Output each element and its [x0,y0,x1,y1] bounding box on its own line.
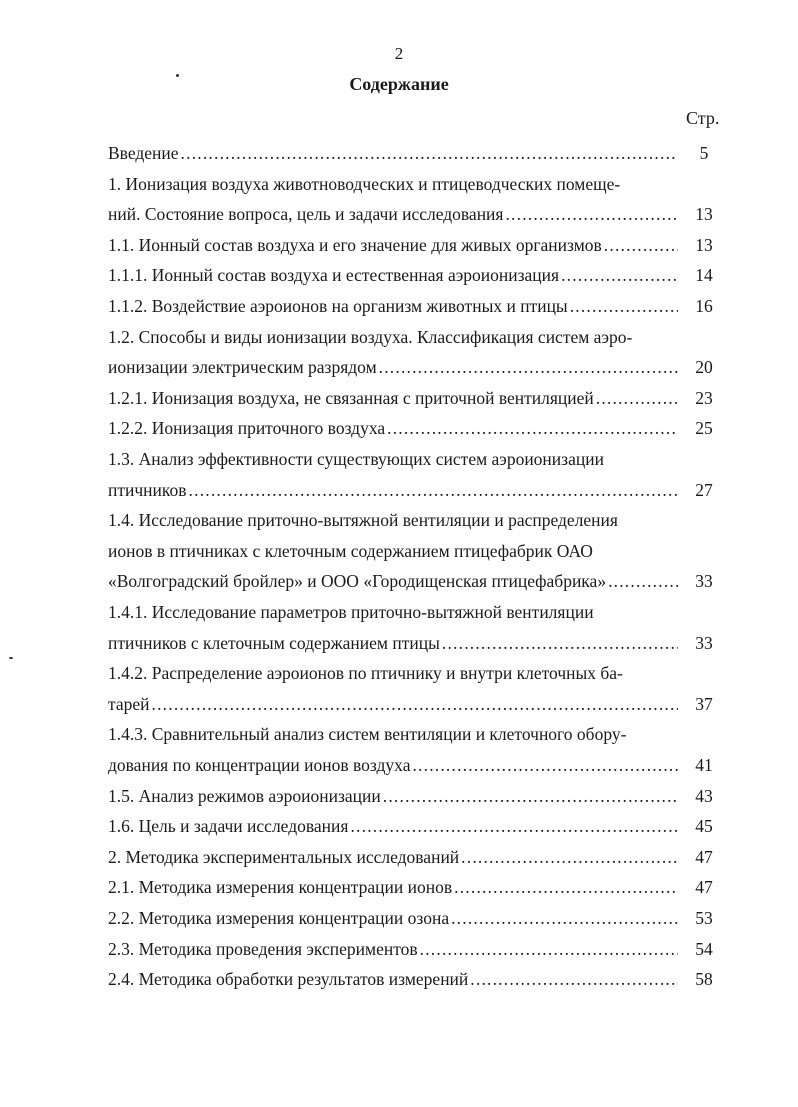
toc-entry-line [108,570,678,592]
toc-entry-title: 1.1.1. Ионный состав воздуха и естественная аэроионизация [108,265,560,285]
toc-entry-line: 1.4.3. Сравнительный анализ систем вентиляции и клеточного обору- [108,724,627,744]
toc-entry-line [108,876,678,898]
dot-leader [440,632,678,654]
dot-leader [602,234,678,256]
toc-entry-line [108,693,678,715]
toc-entry-title: 1.6. Цель и задачи исследования [108,816,349,836]
toc-entry-title: 1.2.2. Ионизация приточного воздуха [108,418,386,438]
dot-leader [503,203,678,225]
toc-entry-page: 41 [695,755,713,775]
toc-entry-title: 2. Методика экспериментальных исследований [108,847,460,867]
toc-entry-title: 2.1. Методика измерения концентрации ионов [108,877,453,897]
dot-leader [559,264,678,286]
toc-entry-page: 20 [695,357,713,377]
toc-entry-page: 37 [695,694,713,714]
toc-entry-page: 13 [695,204,713,224]
dot-leader [377,356,678,378]
toc-entry-title: ний. Состояние вопроса, цель и задачи исследования [108,204,504,224]
toc-entry-page: 13 [695,235,713,255]
dot-leader [410,754,678,776]
toc-entry-line [108,754,678,776]
toc-entry-title: дования по концентрации ионов воздуха [108,755,411,775]
toc-entry-page: 25 [695,418,713,438]
toc-entry-title: ионизации электрическим разрядом [108,357,377,377]
dot-leader [418,938,678,960]
toc-entry-line: 1.4.1. Исследование параметров приточно-вытяжной вентиляции [108,602,594,622]
dot-leader [187,479,678,501]
toc-entry-title: 1.2.1. Ионизация воздуха, не связанная с приточной вентиляцией [108,388,594,408]
toc-entry-page: 5 [699,143,709,163]
toc-entry-title: птичников с клеточным содержанием птицы [108,633,440,653]
toc-entry-line: 1.4. Исследование приточно-вытяжной вентиляции и распределения [108,510,618,530]
toc-entry-line: 1. Ионизация воздуха животноводческих и птицеводческих помеще- [108,174,621,194]
toc-entry-page: 58 [695,969,713,989]
toc-entry-line: 1.4.2. Распределение аэроионов по птичнику и внутри клеточных ба- [108,663,623,683]
toc-entry-line [108,417,678,439]
dot-leader [385,417,678,439]
toc-entry-page: 43 [695,786,713,806]
toc-entry-line: 1.3. Анализ эффективности существующих систем аэроионизации [108,449,604,469]
toc-entry-title: 2.2. Методика измерения концентрации озона [108,908,450,928]
dot-leader [381,785,678,807]
dot-leader [468,968,678,990]
toc-entry-page: 45 [695,816,713,836]
toc-entry-page: 47 [695,847,713,867]
toc-entry-title: тарей [108,694,150,714]
page-title: Содержание [349,74,449,94]
toc-entry-line [108,846,678,868]
toc-entry-title: птичников [108,480,187,500]
toc-entry-title: Введение [108,143,179,163]
toc-entry-line [108,938,678,960]
dot-leader [449,907,678,929]
toc-entry-line [108,356,678,378]
toc-entry-title: «Волгоградский бройлер» и ООО «Городищенская птицефабрика» [108,571,607,591]
toc-entry-line [108,632,678,654]
toc-entry-line: 1.2. Способы и виды ионизации воздуха. Классификация систем аэро- [108,327,633,347]
toc-entry-line [108,907,678,929]
page-column-header: Стр. [686,108,720,128]
scan-speck [176,74,179,77]
dot-leader [594,387,678,409]
toc-entry-line [108,234,678,256]
toc-entry-page: 33 [695,571,713,591]
dot-leader [150,693,678,715]
toc-entry-page: 16 [695,296,713,316]
dot-leader [568,295,678,317]
toc-entry-line [108,203,678,225]
toc-entry-title: 1.5. Анализ режимов аэроионизации [108,786,381,806]
toc-entry-line [108,785,678,807]
toc-entry-line [108,479,678,501]
toc-entry-line [108,968,678,990]
dot-leader [348,815,678,837]
toc-entry-page: 54 [695,939,713,959]
toc-entry-page: 23 [695,388,713,408]
toc-entry-title: 2.3. Методика проведения экспериментов [108,939,418,959]
toc-entry-title: 1.1.2. Воздействие аэроионов на организм животных и птицы [108,296,568,316]
dot-leader [459,846,678,868]
toc-entry-page: 53 [695,908,713,928]
toc-entry-line: ионов в птичниках с клеточным содержанием птицефабрик ОАО [108,541,593,561]
toc-entry-page: 47 [695,877,713,897]
toc-entry-line [108,295,678,317]
dot-leader [606,570,678,592]
toc-entry-page: 33 [695,633,713,653]
toc-entry-title: 1.1. Ионный состав воздуха и его значение для живых организмов [108,235,602,255]
dot-leader [179,142,678,164]
toc-entry-page: 27 [695,480,713,500]
toc-entry-line [108,387,678,409]
toc-entry-title: 2.4. Методика обработки результатов измерений [108,969,469,989]
scan-speck [9,657,13,659]
toc-entry-line [108,142,678,164]
toc-entry-line [108,264,678,286]
toc-entry-page: 14 [695,265,713,285]
dot-leader [452,876,678,898]
toc-entry-line [108,815,678,837]
page-number: 2 [394,44,404,63]
